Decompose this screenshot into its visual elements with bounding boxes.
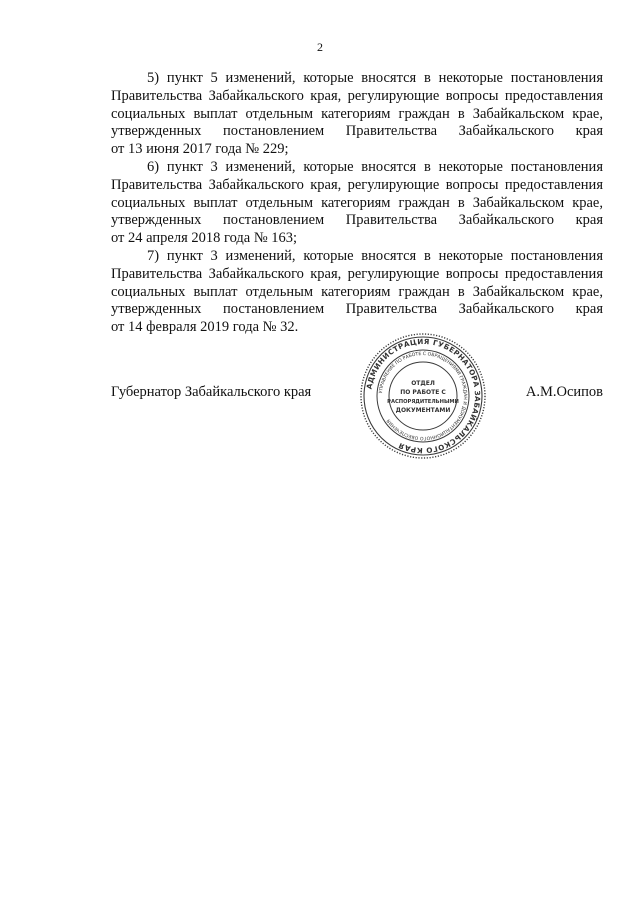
text-line: социальных выплат отдельным категориям граждан в Забайкальском крае, — [111, 283, 603, 300]
document-body — [111, 70, 603, 337]
text-line: утвержденных постановлением Правительства Забайкальского края — [111, 123, 603, 140]
stamp-center-line: ПО РАБОТЕ С — [400, 389, 446, 396]
text-line: 7) пункт 3 изменений, которые вносятся в некоторые постановления — [147, 247, 603, 264]
list-item-5 — [111, 70, 603, 159]
text-line: от 24 апреля 2018 года № 163; — [111, 230, 298, 247]
text-line: 6) пункт 3 изменений, которые вносятся в некоторые постановления — [147, 158, 603, 175]
stamp-center-line: ДОКУМЕНТАМИ — [395, 407, 451, 414]
text-line: утвержденных постановлением Правительства Забайкальского края — [111, 212, 603, 229]
official-stamp — [359, 332, 487, 460]
stamp-center-line: ОТДЕЛ — [411, 380, 435, 387]
list-item-6 — [111, 159, 603, 248]
text-line: Правительства Забайкальского края, регулирующие вопросы предоставления — [111, 87, 603, 104]
text-line: социальных выплат отдельным категориям граждан в Забайкальском крае, — [111, 194, 603, 211]
signatory-title: Губернатор Забайкальского края — [111, 384, 312, 400]
text-line: 5) пункт 5 изменений, которые вносятся в некоторые постановления — [147, 70, 603, 86]
signatory-name: А.М.Осипов — [525, 384, 603, 400]
text-line: от 13 июня 2017 года № 229; — [111, 141, 289, 158]
text-line: от 14 февраля 2019 года № 32. — [111, 319, 299, 336]
page-number: 2 — [317, 40, 323, 54]
text-line: утвержденных постановлением Правительства Забайкальского края — [111, 301, 603, 318]
stamp-inner-ring-text: УПРАВЛЕНИЕ ПО РАБОТЕ С ОБРАЩЕНИЯМИ ГРАЖДАН И ДОКУМЕНТАЦИОННОГО ОБЕСПЕЧЕНИЯ — [379, 351, 468, 441]
stamp-outer-ring-text: АДМИНИСТРАЦИЯ ГУБЕРНАТОРА ЗАБАЙКАЛЬСКОГО КРАЯ — [364, 336, 483, 456]
list-item-7 — [111, 248, 603, 337]
text-line: Правительства Забайкальского края, регулирующие вопросы предоставления — [111, 265, 603, 282]
stamp-center-line: РАСПОРЯДИТЕЛЬНЫМИ — [387, 399, 459, 405]
svg-text:УПРАВЛЕНИЕ ПО РАБОТЕ С ОБРАЩЕН — [378, 351, 468, 441]
text-line: Правительства Забайкальского края, регулирующие вопросы предоставления — [111, 176, 603, 193]
text-line: социальных выплат отдельным категориям граждан в Забайкальском крае, — [111, 105, 603, 122]
